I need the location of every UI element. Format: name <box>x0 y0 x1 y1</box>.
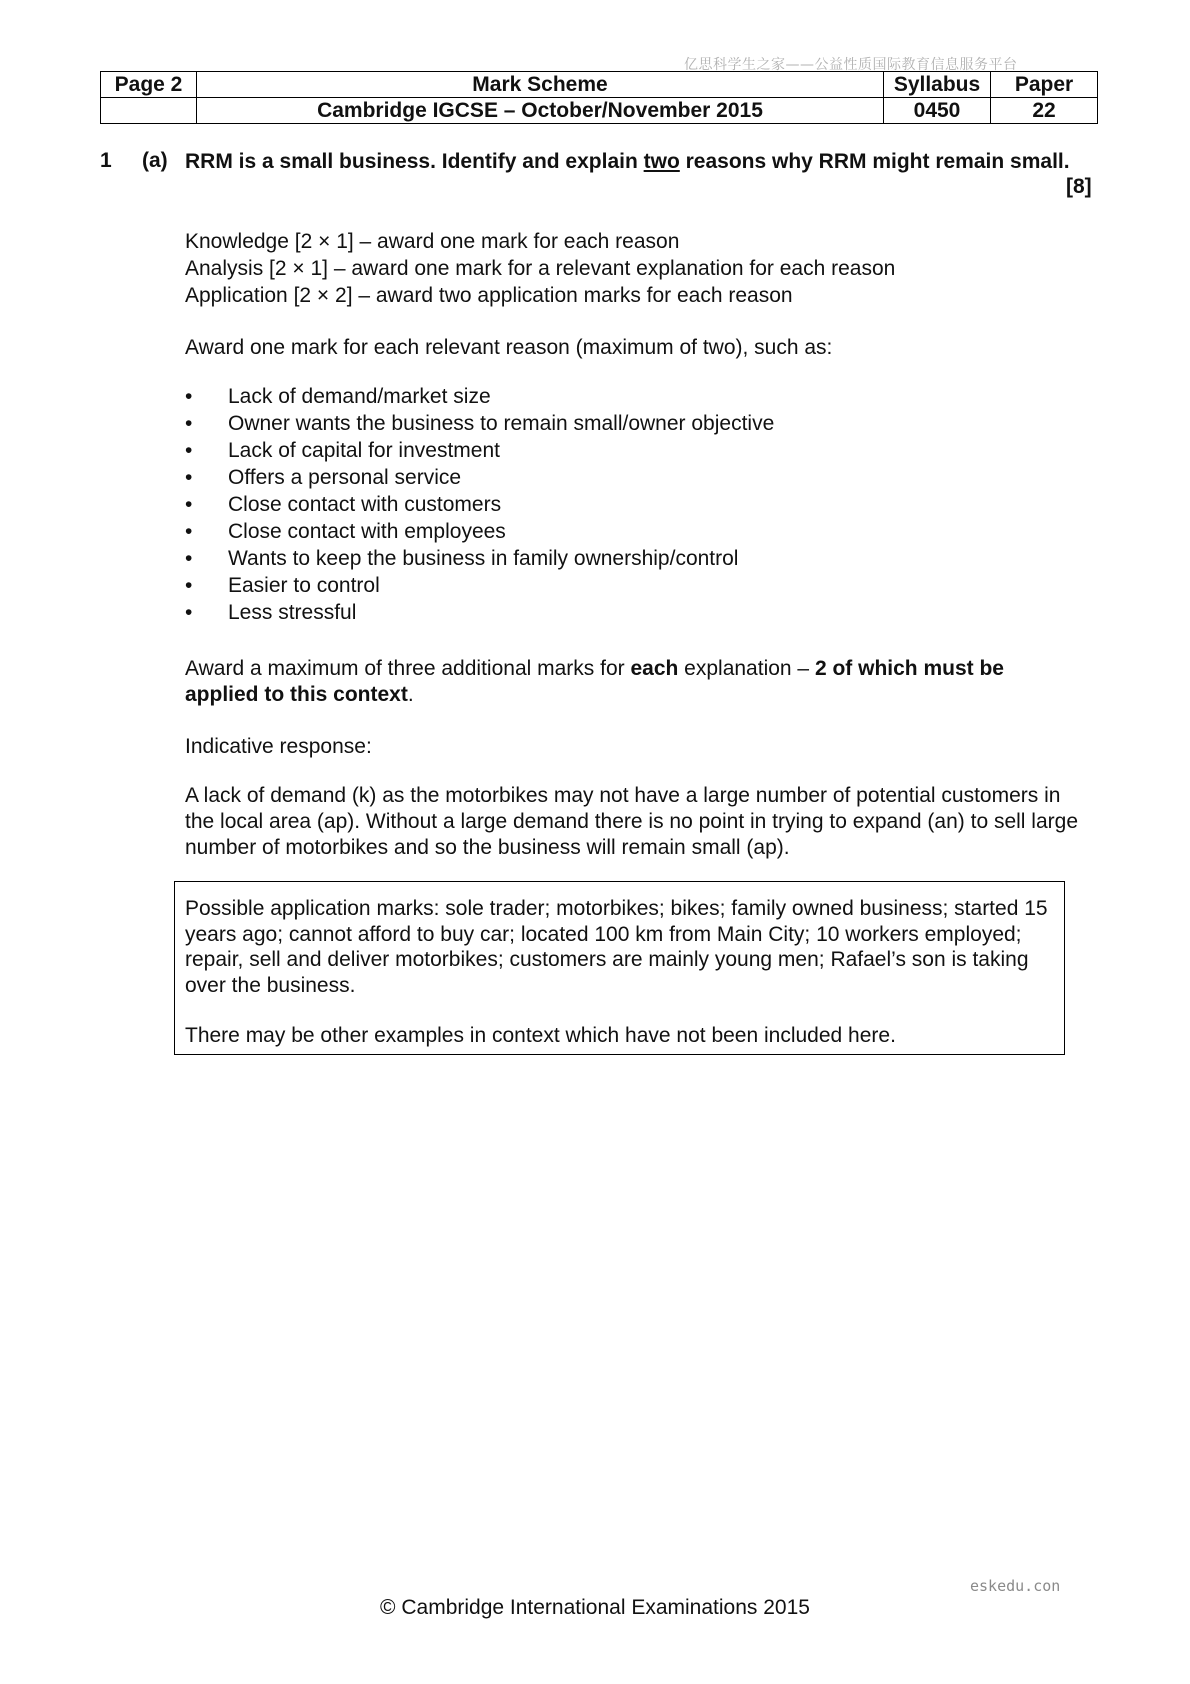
bullet-icon: • <box>185 493 193 516</box>
bullet-icon: • <box>185 601 193 624</box>
bullet-icon: • <box>185 412 193 435</box>
question-part: (a) <box>142 149 168 172</box>
list-item: • Owner wants the business to remain small/owner objective <box>185 412 775 435</box>
paper-label: Paper <box>991 72 1098 98</box>
reasons-list <box>185 383 774 626</box>
list-item: • Lack of capital for investment <box>185 439 500 462</box>
list-item: • Wants to keep the business in family ownership/control <box>185 547 739 570</box>
bullet-icon: • <box>185 520 193 543</box>
list-item: • Lack of demand/market size <box>185 385 491 408</box>
indicative-label: Indicative response: <box>185 735 372 758</box>
award-intro: Award one mark for each relevant reason (maximum of two), such as: <box>185 336 833 359</box>
bullet-icon: • <box>185 547 193 570</box>
list-item: • Less stressful <box>185 601 357 624</box>
bullet-icon: • <box>185 574 193 597</box>
underlined-word: two <box>643 150 680 173</box>
application-marks-box <box>174 881 1065 1055</box>
bullet-icon: • <box>185 385 193 408</box>
copyright-footer: © Cambridge International Examinations 2015 <box>380 1596 810 1619</box>
context-note: There may be other examples in context which have not been included here. <box>185 1024 896 1047</box>
list-item: • Offers a personal service <box>185 466 462 489</box>
header-table <box>100 71 1098 124</box>
bullet-icon: • <box>185 466 193 489</box>
question-marks: [8] <box>1066 175 1092 198</box>
application-marks-text: Possible application marks: sole trader; motorbikes; bikes; family owned business; started 15 years ago; cannot afford to buy car; located 100 km from Main City; 10 workers employed; repair, sell and deliver motorbikes; customers are mainly young men; Rafael’s son is taking over the business. <box>185 897 1048 997</box>
list-item: • Easier to control <box>185 574 380 597</box>
list-item: • Close contact with customers <box>185 493 502 516</box>
header-subtitle: Cambridge IGCSE – October/November 2015 <box>197 98 884 124</box>
criteria-application: Application [2 × 2] – award two application marks for each reason <box>185 284 793 307</box>
question-number: 1 <box>100 149 112 172</box>
syllabus-label: Syllabus <box>884 72 991 98</box>
additional-marks-text: Award a maximum of three additional marks for each explanation – 2 of which must be applied to this context. <box>185 657 1004 706</box>
watermark-text: 亿思科学生之家——公益性质国际教育信息服务平台 <box>684 57 1018 73</box>
criteria-analysis: Analysis [2 × 1] – award one mark for a relevant explanation for each reason <box>185 257 896 280</box>
question-text: RRM is a small business. Identify and explain two reasons why RRM might remain small. <box>185 150 1070 173</box>
paper-value: 22 <box>991 98 1098 124</box>
header-empty-cell <box>101 98 197 124</box>
list-item: • Close contact with employees <box>185 520 506 543</box>
header-title: Mark Scheme <box>197 72 884 98</box>
syllabus-value: 0450 <box>884 98 991 124</box>
bullet-icon: • <box>185 439 193 462</box>
page-number: Page 2 <box>101 72 197 98</box>
site-watermark: eskedu.con <box>970 1577 1061 1595</box>
indicative-response: A lack of demand (k) as the motorbikes may not have a large number of potential customers in the local area (ap). Without a large demand there is no point in trying to expand (an) to sell large number of motorbikes and so the business will remain small (ap). <box>185 784 1079 859</box>
criteria-knowledge: Knowledge [2 × 1] – award one mark for each reason <box>185 230 680 253</box>
